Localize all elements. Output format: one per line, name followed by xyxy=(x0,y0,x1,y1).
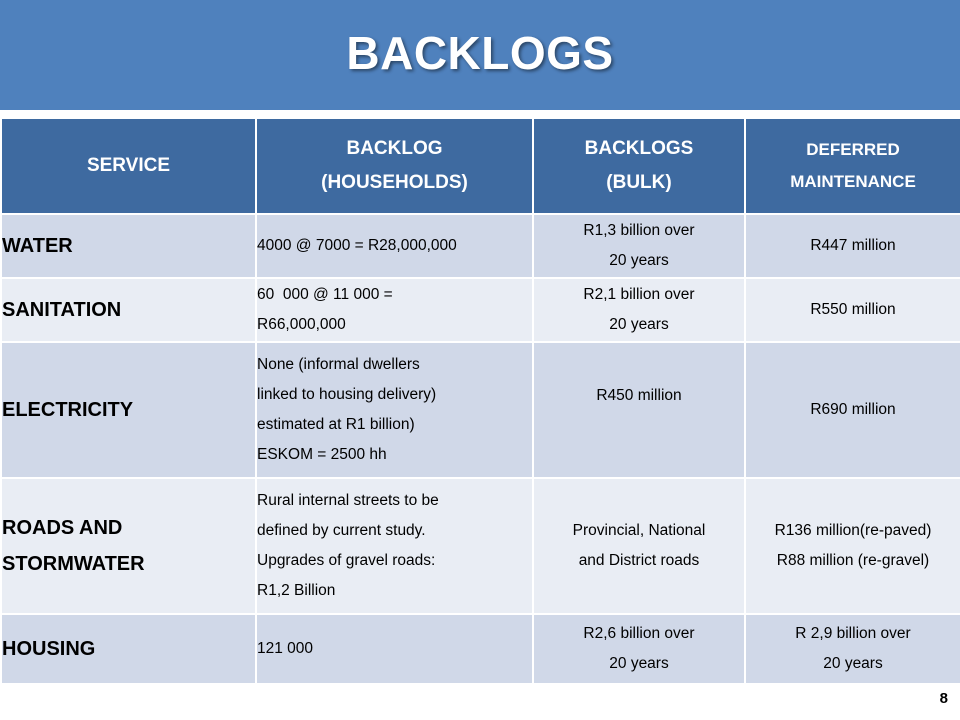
maintenance-cell xyxy=(745,278,960,342)
households-text: 60 000 @ 11 000 = xyxy=(257,286,393,303)
backlogs-table xyxy=(0,117,960,685)
service-label: HOUSING xyxy=(2,638,96,660)
maintenance-cell xyxy=(745,614,960,684)
maintenance-text: 20 years xyxy=(823,655,883,672)
bulk-text: and District roads xyxy=(578,552,700,569)
service-cell xyxy=(1,478,256,614)
table-row xyxy=(1,342,960,478)
households-cell xyxy=(256,614,533,684)
maintenance-cell xyxy=(745,478,960,614)
bulk-text: R2,6 billion over xyxy=(583,625,695,642)
header-households xyxy=(256,118,533,214)
service-label: ROADS AND xyxy=(2,517,123,539)
header-bulk-line1: BACKLOGS xyxy=(584,138,694,159)
households-text: R66,000,000 xyxy=(257,316,346,333)
households-text: 121 000 xyxy=(257,640,314,657)
bulk-cell xyxy=(533,614,745,684)
bulk-cell xyxy=(533,478,745,614)
header-service-text: SERVICE xyxy=(86,155,171,176)
slide-title: BACKLOGS xyxy=(346,27,614,79)
bulk-cell xyxy=(533,214,745,278)
bulk-text: 20 years xyxy=(609,316,669,333)
bulk-text: R1,3 billion over xyxy=(583,222,695,239)
maintenance-text: R88 million (re-gravel) xyxy=(776,552,930,569)
bulk-cell xyxy=(533,342,745,478)
bulk-text: Provincial, National xyxy=(572,522,706,539)
maintenance-cell xyxy=(745,214,960,278)
households-text: estimated at R1 billion) xyxy=(257,416,415,433)
households-text: Rural internal streets to be xyxy=(257,492,439,509)
households-text: ESKOM = 2500 hh xyxy=(257,446,387,463)
table-row xyxy=(1,478,960,614)
maintenance-text: R136 million(re-paved) xyxy=(774,522,932,539)
households-text: linked to housing delivery) xyxy=(257,386,437,403)
page-number: 8 xyxy=(939,690,948,707)
header-row xyxy=(1,118,960,214)
header-service xyxy=(1,118,256,214)
households-cell xyxy=(256,342,533,478)
service-label: ELECTRICITY xyxy=(2,399,134,421)
service-label: STORMWATER xyxy=(2,553,145,575)
header-households-line2: (HOUSEHOLDS) xyxy=(321,172,468,193)
bulk-text: R450 million xyxy=(596,387,682,404)
service-cell xyxy=(1,214,256,278)
header-households-line1: BACKLOG xyxy=(346,138,443,159)
service-label: SANITATION xyxy=(2,299,122,321)
table-row xyxy=(1,278,960,342)
households-cell xyxy=(256,478,533,614)
bulk-text: R2,1 billion over xyxy=(583,286,695,303)
header-maintenance xyxy=(745,118,960,214)
service-cell xyxy=(1,278,256,342)
households-text: defined by current study. xyxy=(257,522,426,539)
title-banner xyxy=(0,0,960,110)
households-cell xyxy=(256,278,533,342)
maintenance-text: R690 million xyxy=(810,401,896,418)
header-bulk xyxy=(533,118,745,214)
maintenance-text: R447 million xyxy=(810,237,896,254)
households-cell xyxy=(256,214,533,278)
service-label: WATER xyxy=(2,235,73,257)
table-row xyxy=(1,214,960,278)
households-text: R1,2 Billion xyxy=(257,582,336,599)
households-text: 4000 @ 7000 = R28,000,000 xyxy=(257,237,457,254)
table-row xyxy=(1,614,960,684)
bulk-text: 20 years xyxy=(609,252,669,269)
header-maintenance-line2: MAINTENANCE xyxy=(790,172,916,191)
bulk-text: 20 years xyxy=(609,655,669,672)
maintenance-text: R 2,9 billion over xyxy=(795,625,911,642)
header-maintenance-line1: DEFERRED xyxy=(806,140,900,159)
maintenance-cell xyxy=(745,342,960,478)
maintenance-text: R550 million xyxy=(810,301,896,318)
service-cell xyxy=(1,342,256,478)
service-cell xyxy=(1,614,256,684)
households-text: None (informal dwellers xyxy=(257,356,420,373)
households-text: Upgrades of gravel roads: xyxy=(257,552,436,569)
header-bulk-line2: (BULK) xyxy=(606,172,672,193)
bulk-cell xyxy=(533,278,745,342)
